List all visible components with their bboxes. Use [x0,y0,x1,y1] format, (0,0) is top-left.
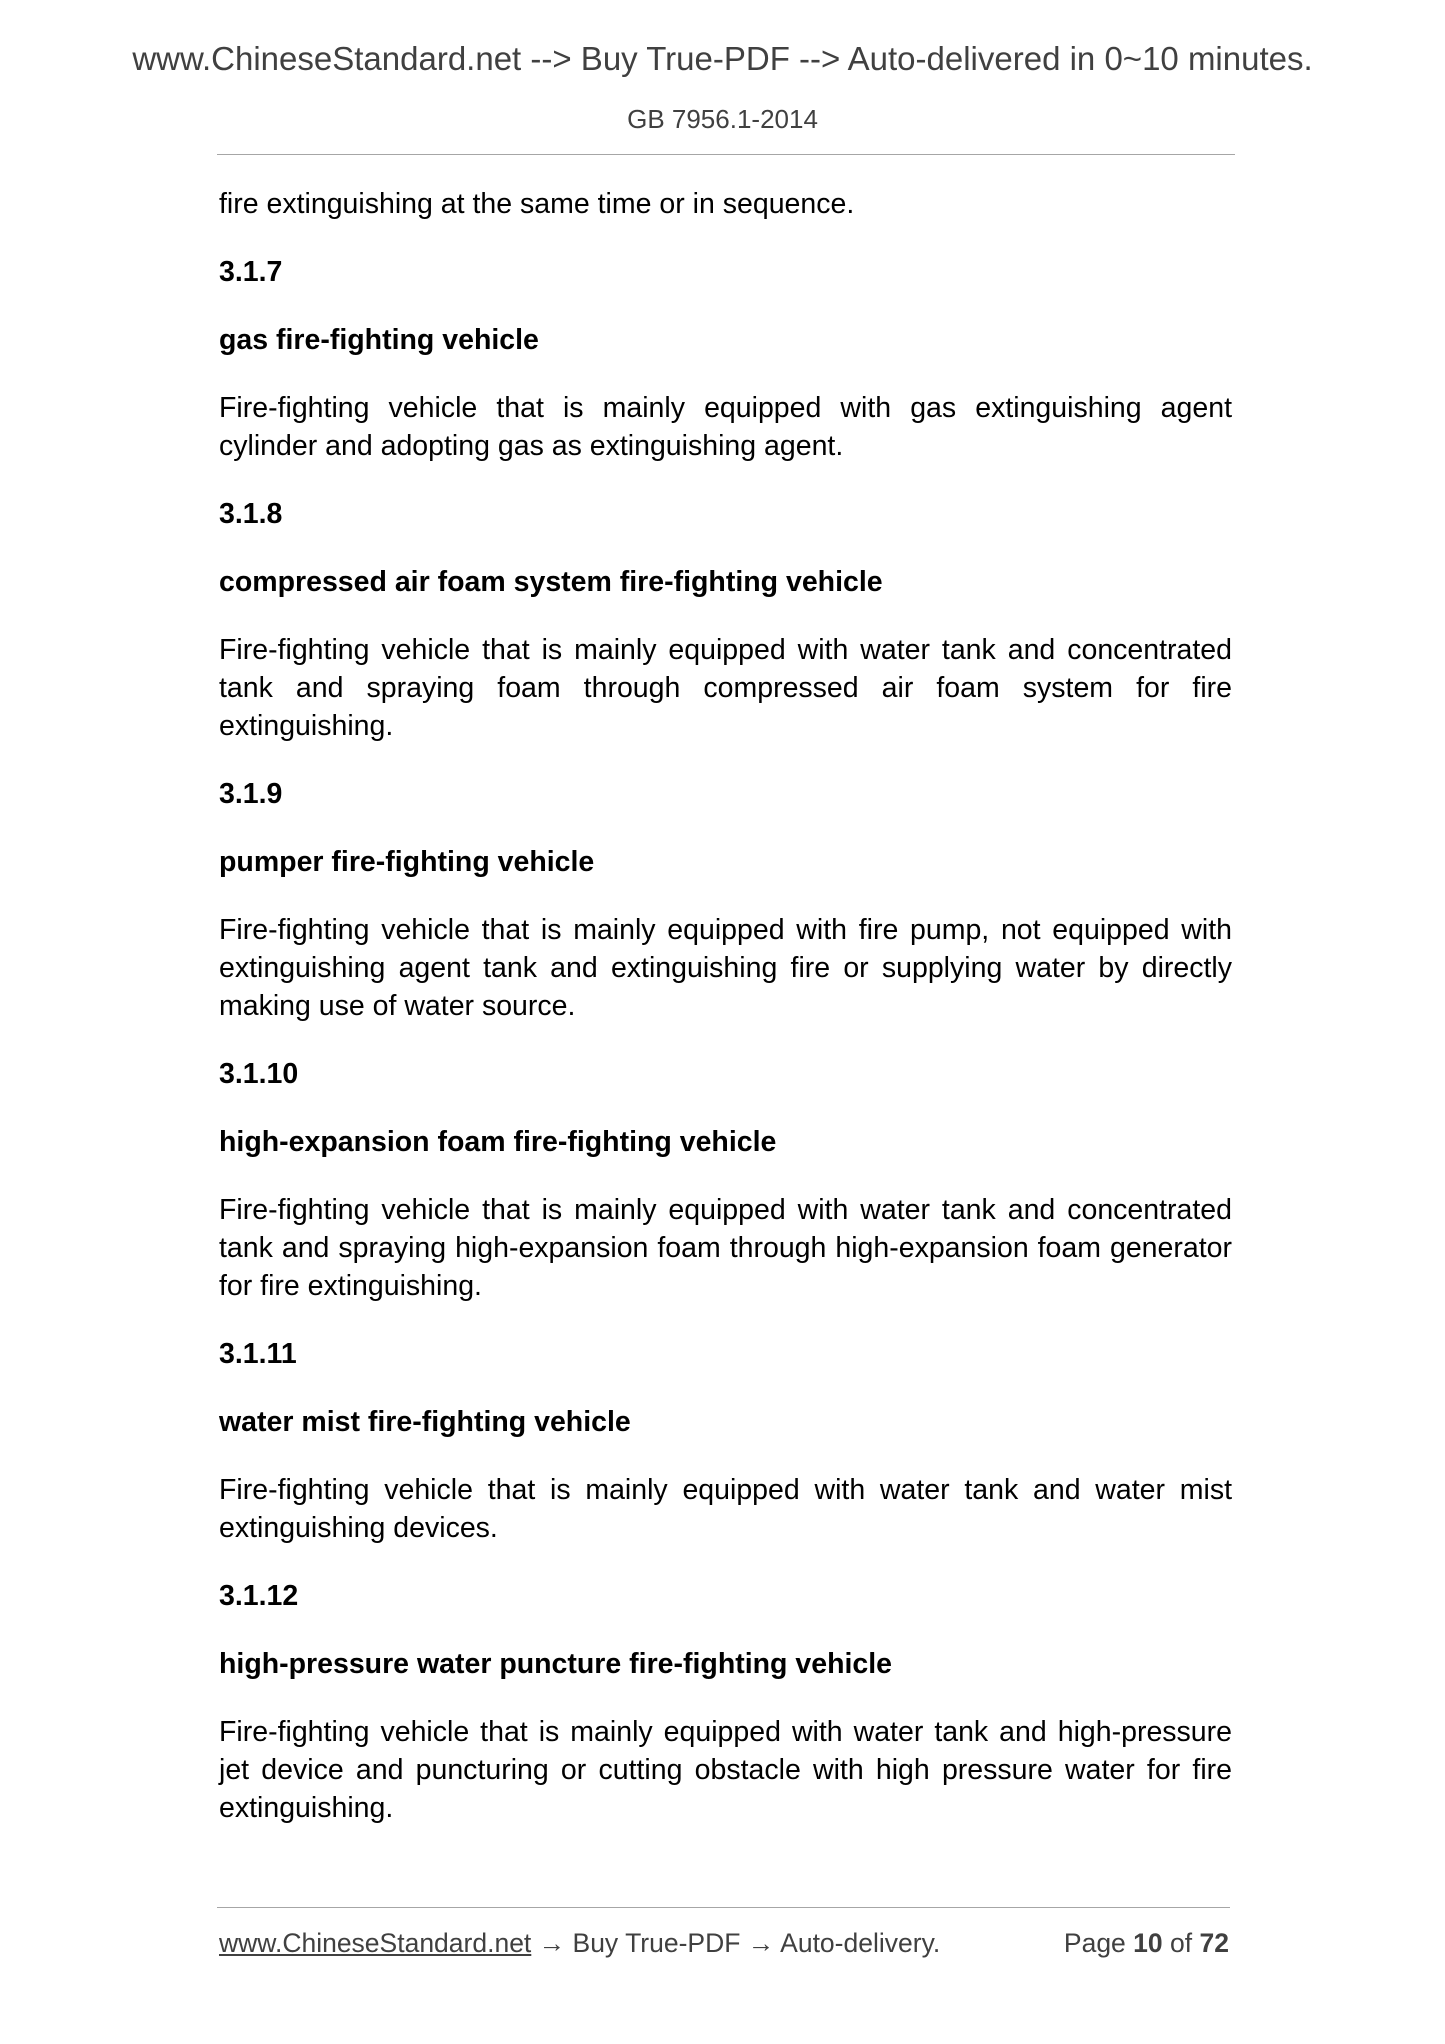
page-total: 72 [1199,1928,1229,1958]
document-code: GB 7956.1-2014 [627,104,818,134]
footer-divider [217,1907,1230,1908]
clause-number: 3.1.8 [219,498,283,530]
page-indicator [1064,1928,1229,1959]
term-definition: Fire-fighting vehicle that is mainly equipped with water tank and concentrated tank and spraying high-expansion foam through high-expansion foam generator for fire extinguishing. [219,1194,1232,1302]
footer-website-link[interactable]: www.ChineseStandard.net [219,1928,532,1958]
footer-tagline: → Buy True-PDF → Auto-delivery. [531,1928,941,1958]
footer-promo [219,1928,940,1959]
header-divider [217,154,1235,155]
page-number: 10 [1133,1928,1163,1958]
term-definition: Fire-fighting vehicle that is mainly equipped with water tank and concentrated tank and spraying foam through compressed air foam system for fire extinguishing. [219,634,1232,742]
term-title: compressed air foam system fire-fighting vehicle [219,566,883,598]
term-title: high-pressure water puncture fire-fighting vehicle [219,1648,893,1680]
clause-number: 3.1.10 [219,1058,299,1090]
top-banner: www.ChineseStandard.net --> Buy True-PDF --> Auto-delivered in 0~10 minutes. [132,40,1313,77]
page-label: Page [1063,1928,1126,1958]
term-title: pumper fire-fighting vehicle [219,846,595,878]
term-title: high-expansion foam fire-fighting vehicle [219,1126,777,1158]
term-title: water mist fire-fighting vehicle [219,1406,631,1438]
clause-number: 3.1.12 [219,1580,299,1612]
of-label: of [1170,1928,1193,1958]
term-definition: Fire-fighting vehicle that is mainly equipped with water tank and water mist extinguishing devices. [219,1474,1232,1544]
clause-number: 3.1.7 [219,256,283,288]
term-definition: Fire-fighting vehicle that is mainly equipped with fire pump, not equipped with extinguishing agent tank and extinguishing fire or supplying water by directly making use of water source. [219,914,1232,1022]
term-definition: Fire-fighting vehicle that is mainly equipped with gas extinguishing agent cylinder and adopting gas as extinguishing agent. [219,392,1232,462]
continued-text: fire extinguishing at the same time or in sequence. [219,188,855,220]
term-definition: Fire-fighting vehicle that is mainly equipped with water tank and high-pressure jet device and puncturing or cutting obstacle with high pressure water for fire extinguishing. [219,1716,1232,1824]
clause-number: 3.1.9 [219,778,283,810]
term-title: gas fire-fighting vehicle [219,324,539,356]
page-body [219,185,1232,1857]
clause-number: 3.1.11 [219,1338,297,1370]
